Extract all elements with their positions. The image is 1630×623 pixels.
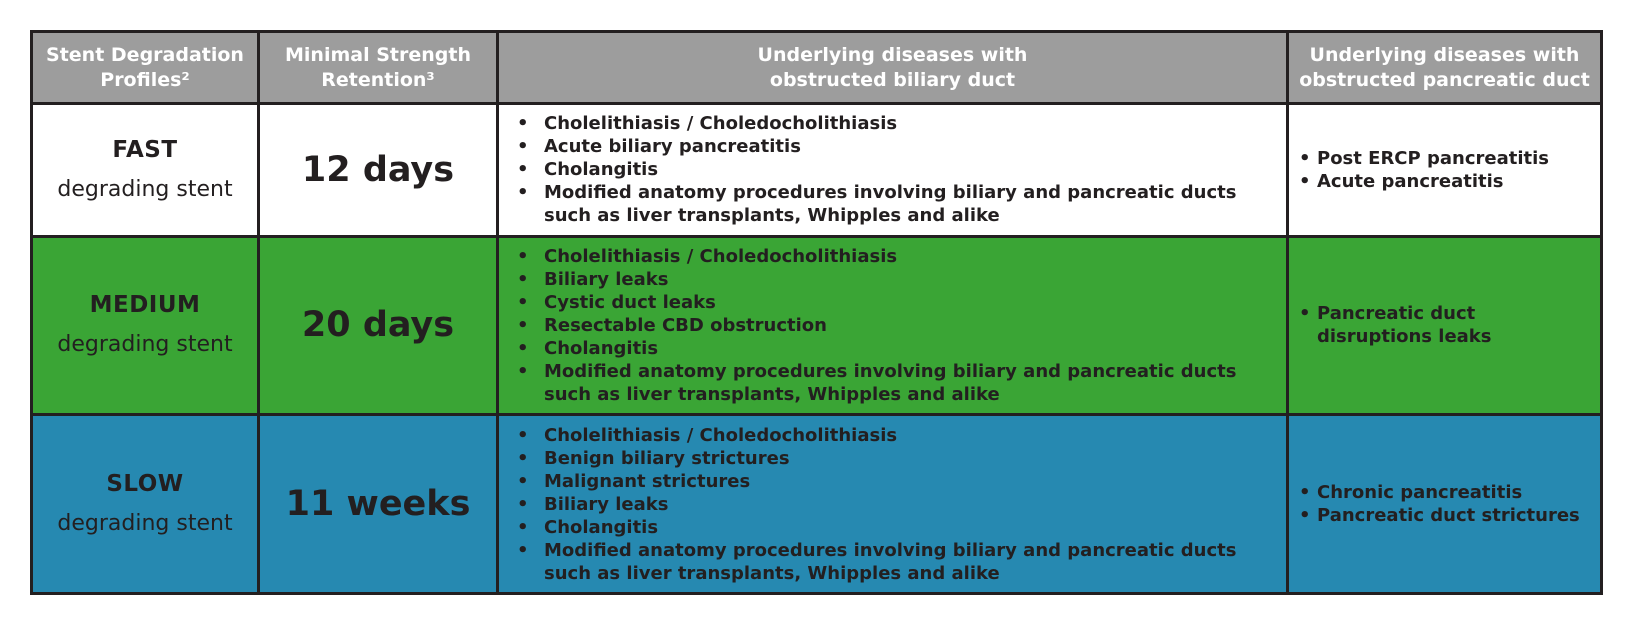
list-item-text: Benign biliary strictures xyxy=(544,447,790,469)
header-pancreatic-line2: obstructed pancreatic duct xyxy=(1299,68,1590,91)
bullet-icon: • xyxy=(1299,482,1311,504)
list-item-text: Cystic duct leaks xyxy=(544,291,716,313)
list-item xyxy=(517,268,1276,291)
list-item xyxy=(517,539,1276,585)
bullet-icon: • xyxy=(1299,505,1311,527)
bullet-icon: • xyxy=(517,245,529,267)
list-item-text: Acute pancreatitis xyxy=(1317,170,1504,192)
header-retention-line2: Retention³ xyxy=(321,68,435,91)
biliary-diseases-cell xyxy=(498,236,1288,415)
bullet-icon: • xyxy=(517,424,529,446)
list-item-text: Modified anatomy procedures involving biliary and pancreatic ducts such as liver transplants, Whipples and alike xyxy=(544,539,1237,584)
retention-value: 20 days xyxy=(259,236,498,415)
list-item xyxy=(517,291,1276,314)
list-item-text: Malignant strictures xyxy=(544,470,751,492)
list-item xyxy=(517,470,1276,493)
header-biliary xyxy=(498,32,1288,104)
list-item-text: Cholangitis xyxy=(544,516,659,538)
header-retention-line1: Minimal Strength xyxy=(285,43,471,66)
profile-subtitle: degrading stent xyxy=(57,511,233,537)
profile-subtitle: degrading stent xyxy=(57,332,233,358)
list-item xyxy=(517,314,1276,337)
retention-value: 11 weeks xyxy=(259,415,498,594)
list-item-text: Modified anatomy procedures involving biliary and pancreatic ducts such as liver transplants, Whipples and alike xyxy=(544,182,1237,227)
bullet-icon: • xyxy=(517,159,529,181)
bullet-icon: • xyxy=(517,470,529,492)
list-item xyxy=(517,337,1276,360)
row-fast xyxy=(32,104,1602,237)
list-item-text: Pancreatic duct strictures xyxy=(1317,505,1580,527)
profile-cell-slow xyxy=(32,415,259,594)
bullet-icon: • xyxy=(517,539,529,561)
list-item xyxy=(1299,170,1590,193)
bullet-icon: • xyxy=(1299,147,1311,169)
list-item xyxy=(517,181,1276,227)
header-biliary-line2: obstructed biliary duct xyxy=(769,68,1016,91)
biliary-list xyxy=(499,112,1286,227)
bullet-icon: • xyxy=(517,182,529,204)
list-item xyxy=(517,493,1276,516)
list-item xyxy=(517,112,1276,135)
list-item-text: Cholelithiasis / Choledocholithiasis xyxy=(544,113,898,135)
header-profiles-line2: Profiles² xyxy=(100,68,190,91)
stent-degradation-table xyxy=(30,30,1603,595)
header-profiles-line1: Stent Degradation xyxy=(46,43,244,66)
list-item-text: Post ERCP pancreatitis xyxy=(1317,147,1549,169)
profile-name: MEDIUM xyxy=(89,292,201,319)
list-item xyxy=(517,516,1276,539)
bullet-icon: • xyxy=(517,337,529,359)
pancreatic-list xyxy=(1289,147,1600,193)
list-item-text: Cholangitis xyxy=(544,337,659,359)
header-retention xyxy=(259,32,498,104)
bullet-icon: • xyxy=(517,360,529,382)
pancreatic-diseases-cell xyxy=(1288,104,1602,237)
header-biliary-line1: Underlying diseases with xyxy=(757,43,1028,66)
profile-cell-fast xyxy=(32,104,259,237)
bullet-icon: • xyxy=(1299,170,1311,192)
list-item-text: Pancreatic duct disruptions leaks xyxy=(1317,303,1492,348)
profile-name: FAST xyxy=(112,136,178,163)
list-item xyxy=(517,245,1276,268)
header-row xyxy=(32,32,1602,104)
list-item-text: Biliary leaks xyxy=(544,268,669,290)
bullet-icon: • xyxy=(517,291,529,313)
list-item xyxy=(517,447,1276,470)
row-medium xyxy=(32,236,1602,415)
list-item xyxy=(1299,481,1590,504)
list-item-text: Biliary leaks xyxy=(544,493,669,515)
bullet-icon: • xyxy=(517,113,529,135)
list-item xyxy=(517,135,1276,158)
bullet-icon: • xyxy=(517,314,529,336)
list-item-text: Cholelithiasis / Choledocholithiasis xyxy=(544,424,898,446)
bullet-icon: • xyxy=(1299,303,1311,325)
list-item-text: Acute biliary pancreatitis xyxy=(544,136,801,158)
row-slow xyxy=(32,415,1602,594)
biliary-diseases-cell xyxy=(498,415,1288,594)
profile-name: SLOW xyxy=(106,471,184,498)
biliary-diseases-cell xyxy=(498,104,1288,237)
pancreatic-list xyxy=(1289,481,1600,527)
header-pancreatic xyxy=(1288,32,1602,104)
bullet-icon: • xyxy=(517,493,529,515)
profile-cell-medium xyxy=(32,236,259,415)
list-item-text: Resectable CBD obstruction xyxy=(544,314,827,336)
pancreatic-diseases-cell xyxy=(1288,415,1602,594)
retention-value: 12 days xyxy=(259,104,498,237)
list-item xyxy=(1299,504,1590,527)
profile-subtitle: degrading stent xyxy=(57,176,233,202)
list-item xyxy=(517,158,1276,181)
biliary-list xyxy=(499,424,1286,585)
list-item-text: Chronic pancreatitis xyxy=(1317,482,1523,504)
pancreatic-diseases-cell xyxy=(1288,236,1602,415)
header-profiles xyxy=(32,32,259,104)
list-item-text: Modified anatomy procedures involving biliary and pancreatic ducts such as liver transplants, Whipples and alike xyxy=(544,360,1237,405)
pancreatic-list xyxy=(1289,302,1600,348)
bullet-icon: • xyxy=(517,516,529,538)
list-item xyxy=(517,424,1276,447)
header-pancreatic-line1: Underlying diseases with xyxy=(1309,43,1580,66)
bullet-icon: • xyxy=(517,268,529,290)
list-item-text: Cholelithiasis / Choledocholithiasis xyxy=(544,245,898,267)
bullet-icon: • xyxy=(517,447,529,469)
biliary-list xyxy=(499,245,1286,406)
bullet-icon: • xyxy=(517,136,529,158)
list-item xyxy=(1299,302,1590,348)
list-item-text: Cholangitis xyxy=(544,159,659,181)
list-item xyxy=(1299,147,1590,170)
list-item xyxy=(517,360,1276,406)
